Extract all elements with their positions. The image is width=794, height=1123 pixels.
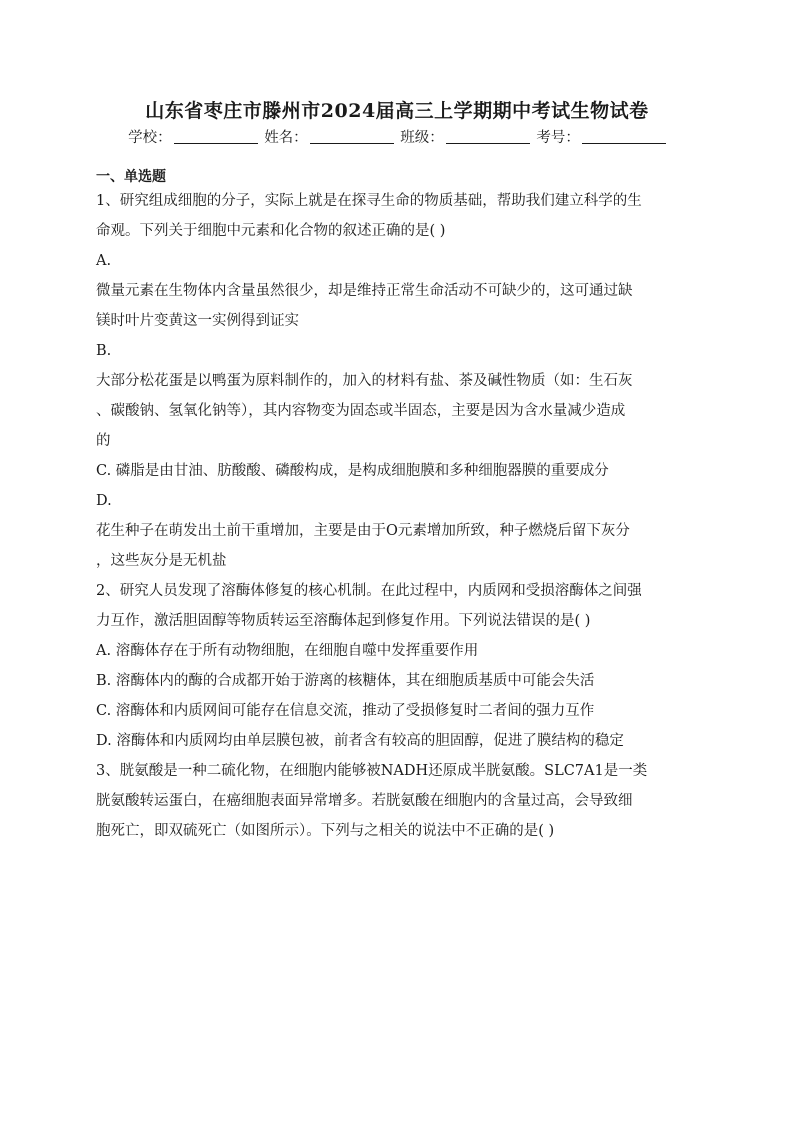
class-blank[interactable]	[446, 129, 530, 144]
text-line: C. 磷脂是由甘油、肪酸酸、磷酸构成，是构成细胞膜和多种细胞器膜的重要成分	[96, 463, 609, 479]
school-field	[128, 126, 258, 147]
text-line: D. 溶酶体和内质网均由单层膜包被，前者含有较高的胆固醇，促进了膜结构的稳定	[96, 733, 624, 749]
number-field	[536, 126, 666, 147]
class-field	[400, 126, 530, 147]
text-line: A.	[96, 253, 112, 269]
text-line: 1、研究组成细胞的分子，实际上就是在探寻生命的物质基础，帮助我们建立科学的生	[96, 193, 642, 209]
text-line: 大部分松花蛋是以鸭蛋为原料制作的，加入的材料有盐、茶及碱性物质（如：生石灰	[96, 373, 633, 389]
text-line: A. 溶酶体存在于所有动物细胞，在细胞自噬中发挥重要作用	[96, 643, 479, 659]
text-line: B.	[96, 343, 112, 359]
text-line: C. 溶酶体和内质网间可能存在信息交流，推动了受损修复时二者间的强力互作	[96, 703, 595, 719]
exam-title: 山东省枣庄市滕州市2024届高三上学期期中考试生物试卷	[145, 100, 649, 122]
student-info-row	[0, 126, 794, 147]
text-line: 力互作，激活胆固醇等物质转运至溶酶体起到修复作用。下列说法错误的是( )	[96, 613, 591, 629]
name-label: 姓名：	[264, 130, 308, 146]
section-heading: 一、单选题	[96, 169, 166, 185]
text-line: 、碳酸钠、氢氧化钠等），其内容物变为固态或半固态，主要是因为含水量减少造成	[96, 403, 626, 419]
school-label: 学校：	[128, 130, 172, 146]
number-blank[interactable]	[582, 129, 666, 144]
text-line: 镁时叶片变黄这一实例得到证实	[96, 313, 299, 329]
text-line: B. 溶酶体内的酶的合成都开始于游离的核糖体，其在细胞质基质中可能会失活	[96, 673, 595, 689]
name-field	[264, 126, 394, 147]
school-blank[interactable]	[174, 129, 258, 144]
class-label: 班级：	[400, 130, 444, 146]
name-blank[interactable]	[310, 129, 394, 144]
question-body	[96, 186, 700, 846]
text-line: 胱氨酸转运蛋白，在癌细胞表面异常增多。若胱氨酸在细胞内的含量过高，会导致细	[96, 793, 633, 809]
text-line: 花生种子在萌发出土前干重增加，主要是由于O元素增加所致，种子燃烧后留下灰分	[96, 523, 630, 539]
text-line: 3、胱氨酸是一种二硫化物，在细胞内能够被NADH还原成半胱氨酸。SLC7A1是一类	[96, 763, 648, 779]
text-line: D.	[96, 493, 112, 509]
text-line: ，这些灰分是无机盐	[96, 553, 227, 569]
text-line: 命观。下列关于细胞中元素和化合物的叙述正确的是( )	[96, 223, 446, 239]
text-line: 胞死亡，即双硫死亡（如图所示）。下列与之相关的说法中不正确的是( )	[96, 823, 555, 839]
text-line: 微量元素在生物体内含量虽然很少，却是维持正常生命活动不可缺少的，这可通过缺	[96, 283, 633, 299]
number-label: 考号：	[536, 130, 580, 146]
text-line: 2、研究人员发现了溶酶体修复的核心机制。在此过程中，内质网和受损溶酶体之间强	[96, 583, 642, 599]
text-line: 的	[96, 433, 111, 449]
